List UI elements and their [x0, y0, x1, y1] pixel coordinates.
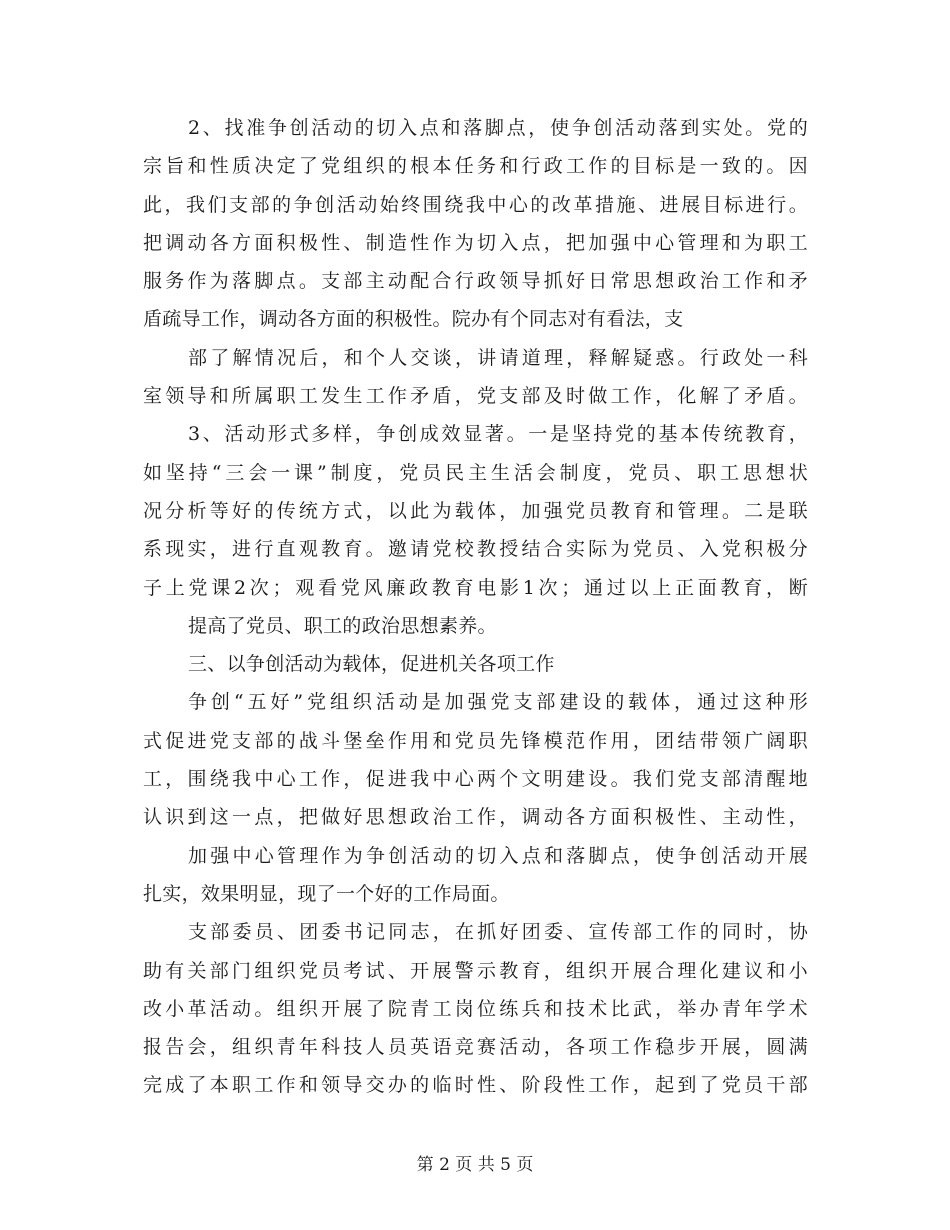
text-line: 三、以争创活动为载体，促进机关各项工作	[188, 653, 555, 676]
text-line: 此，我们支部的争创活动始终围绕我中心的改革措施、进展目标进行。	[143, 193, 808, 216]
text-line: 改小革活动。组织开展了院青工岗位练兵和技术比武，举办青年学术	[143, 997, 808, 1020]
text-line: 争创“五好”党组织活动是加强党支部建设的载体，通过这种形	[188, 691, 808, 714]
text-line: 子上党课2次；观看党风廉政教育电影1次；通过以上正面教育，断	[143, 576, 808, 599]
text-line: 服务作为落脚点。支部主动配合行政领导抓好日常思想政治工作和矛	[143, 270, 808, 293]
text-line: 系现实，进行直观教育。邀请党校教授结合实际为党员、入党积极分	[143, 538, 808, 561]
text-line: 工，围绕我中心工作，促进我中心两个文明建设。我们党支部清醒地	[143, 768, 808, 791]
text-line: 完成了本职工作和领导交办的临时性、阶段性工作，起到了党员干部	[143, 1074, 808, 1097]
text-line: 宗旨和性质决定了党组织的根本任务和行政工作的目标是一致的。因	[143, 155, 808, 178]
text-line: 部了解情况后，和个人交谈，讲请道理，释解疑惑。行政处一科	[188, 346, 808, 369]
text-line: 室领导和所属职工发生工作矛盾，党支部及时做工作，化解了矛盾。	[143, 385, 808, 408]
text-line: 3、活动形式多样，争创成效显著。一是坚持党的基本传统教育，	[188, 423, 808, 446]
text-line: 报告会，组织青年科技人员英语竞赛活动，各项工作稳步开展，圆满	[143, 1036, 808, 1059]
text-line: 认识到这一点，把做好思想政治工作，调动各方面积极性、主动性，	[143, 806, 808, 829]
text-line: 助有关部门组织党员考试、开展警示教育，组织开展合理化建议和小	[143, 959, 808, 982]
text-line: 把调动各方面积极性、制造性作为切入点，把加强中心管理和为职工	[143, 231, 808, 254]
text-line: 2、找准争创活动的切入点和落脚点，使争创活动落到实处。党的	[188, 117, 808, 139]
text-line: 加强中心管理作为争创活动的切入点和落脚点，使争创活动开展	[188, 844, 808, 867]
text-line: 式促进党支部的战斗堡垒作用和党员先锋模范作用，团结带领广阔职	[143, 729, 808, 752]
document-body	[143, 109, 808, 1105]
page-footer: 第 2 页 共 5 页	[416, 1155, 534, 1175]
text-line: 扎实，效果明显，现了一个好的工作局面。	[143, 882, 510, 905]
text-line: 如坚持“三会一课”制度，党员民主生活会制度，党员、职工思想状	[143, 461, 808, 484]
text-line: 支部委员、团委书记同志，在抓好团委、宣传部工作的同时，协	[188, 921, 808, 944]
text-line: 况分析等好的传统方式，以此为载体，加强党员教育和管理。二是联	[143, 499, 808, 522]
text-line: 盾疏导工作，调动各方面的积极性。院办有个同志对有看法，支	[143, 308, 684, 331]
text-line: 提高了党员、职工的政治思想素养。	[188, 614, 497, 637]
